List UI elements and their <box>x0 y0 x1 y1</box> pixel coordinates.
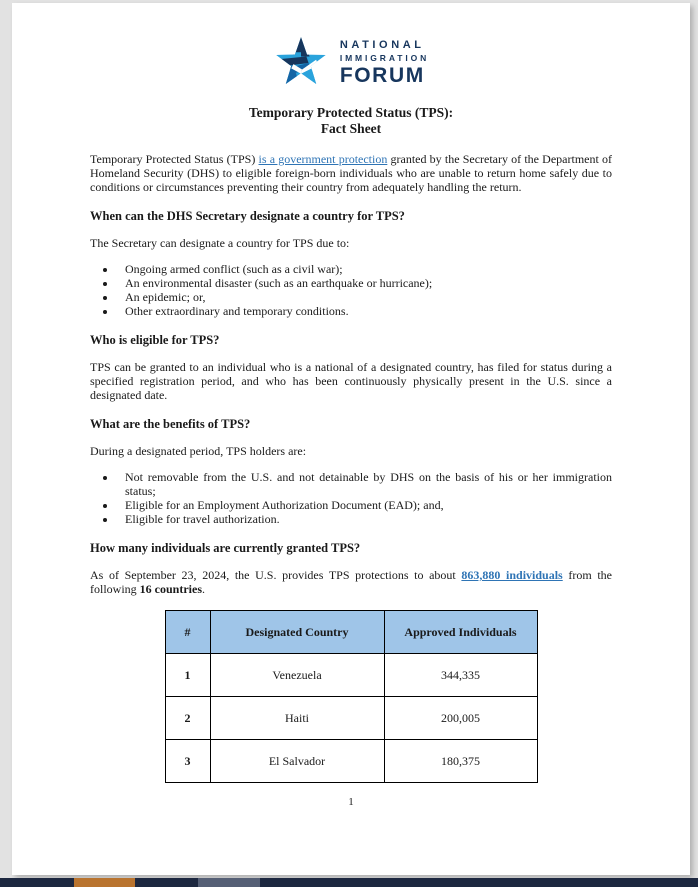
document-title-line2: Fact Sheet <box>320 121 382 136</box>
header-number: # <box>165 611 210 654</box>
country-cell: El Salvador <box>210 740 384 783</box>
logo-line-immigration: IMMIGRATION <box>339 53 430 64</box>
countries-count: 16 countries <box>139 582 202 596</box>
page-number: 1 <box>348 796 354 808</box>
bullet-item: • An epidemic; or, <box>117 290 612 304</box>
table-row <box>165 740 537 783</box>
eligible-paragraph: TPS can be granted to an individual who is a national of a designated country, has filed for status during a specified registration period, and who has been continuously physically present in the U.S. since a designated date. <box>90 360 612 402</box>
country-cell: Haiti <box>210 697 384 740</box>
government-protection-link[interactable]: is a government protection <box>258 152 388 166</box>
approved-cell: 200,005 <box>384 697 537 740</box>
header-country: Designated Country <box>210 611 384 654</box>
intro-text-post: granted by the Secretary of the Department of Homeland Security (DHS) to eligible foreign-born individuals who are unable to return home safely due to conditions or circumstances preventing their country from adequately handling the return. <box>90 152 613 194</box>
stats-paragraph <box>90 568 612 596</box>
benefits-bullet-list <box>90 470 612 526</box>
intro-text-pre: Temporary Protected Status (TPS) <box>90 152 259 166</box>
row-number: 2 <box>165 697 210 740</box>
stats-text-pre: As of September 23, 2024, the U.S. provides TPS protections to about <box>90 568 462 582</box>
logo-line-forum: FORUM <box>339 63 425 87</box>
banner-gray-segment <box>198 878 260 887</box>
stats-text-post: . <box>202 582 205 596</box>
individuals-count-link[interactable]: 863,880 individuals <box>461 568 563 582</box>
header-approved: Approved Individuals <box>384 611 537 654</box>
benefits-paragraph: During a designated period, TPS holders are: <box>90 444 307 458</box>
logo-wordmark <box>340 40 429 86</box>
org-logo <box>90 33 612 93</box>
banner-orange-segment <box>74 878 135 887</box>
bullet-item: • Other extraordinary and temporary conditions. <box>117 304 612 318</box>
star-icon <box>273 36 329 90</box>
bullet-item: • Ongoing armed conflict (such as a civil war); <box>117 262 612 276</box>
heading-eligible: Who is eligible for TPS? <box>90 333 220 347</box>
heading-how-many: How many individuals are currently granted TPS? <box>90 541 361 555</box>
stats-text-mid: from the following <box>90 568 612 596</box>
bullet-item: • Eligible for an Employment Authorization Document (EAD); and, <box>117 498 612 512</box>
approved-cell: 180,375 <box>384 740 537 783</box>
row-number: 1 <box>165 654 210 697</box>
next-page-banner-strip <box>0 878 698 887</box>
table-row <box>165 654 537 697</box>
document-title-line1: Temporary Protected Status (TPS): <box>248 105 454 120</box>
row-number: 3 <box>165 740 210 783</box>
logo-line-national: NATIONAL <box>339 39 425 52</box>
bullet-item: • An environmental disaster (such as an earthquake or hurricane); <box>117 276 612 290</box>
bullet-item: • Eligible for travel authorization. <box>117 512 612 526</box>
country-cell: Venezuela <box>210 654 384 697</box>
intro-paragraph <box>90 152 612 194</box>
bullet-item: • Not removable from the U.S. and not detainable by DHS on the basis of his or her immigration status; <box>117 470 612 498</box>
document-title <box>90 105 612 137</box>
table-header-row <box>165 611 537 654</box>
heading-benefits: What are the benefits of TPS? <box>90 417 251 431</box>
document-page <box>12 3 690 875</box>
tps-countries-table <box>165 610 538 783</box>
table-row <box>165 697 537 740</box>
approved-cell: 344,335 <box>384 654 537 697</box>
heading-designate: When can the DHS Secretary designate a country for TPS? <box>90 209 405 223</box>
designate-bullet-list <box>90 262 612 318</box>
designate-paragraph: The Secretary can designate a country for TPS due to: <box>90 236 350 250</box>
